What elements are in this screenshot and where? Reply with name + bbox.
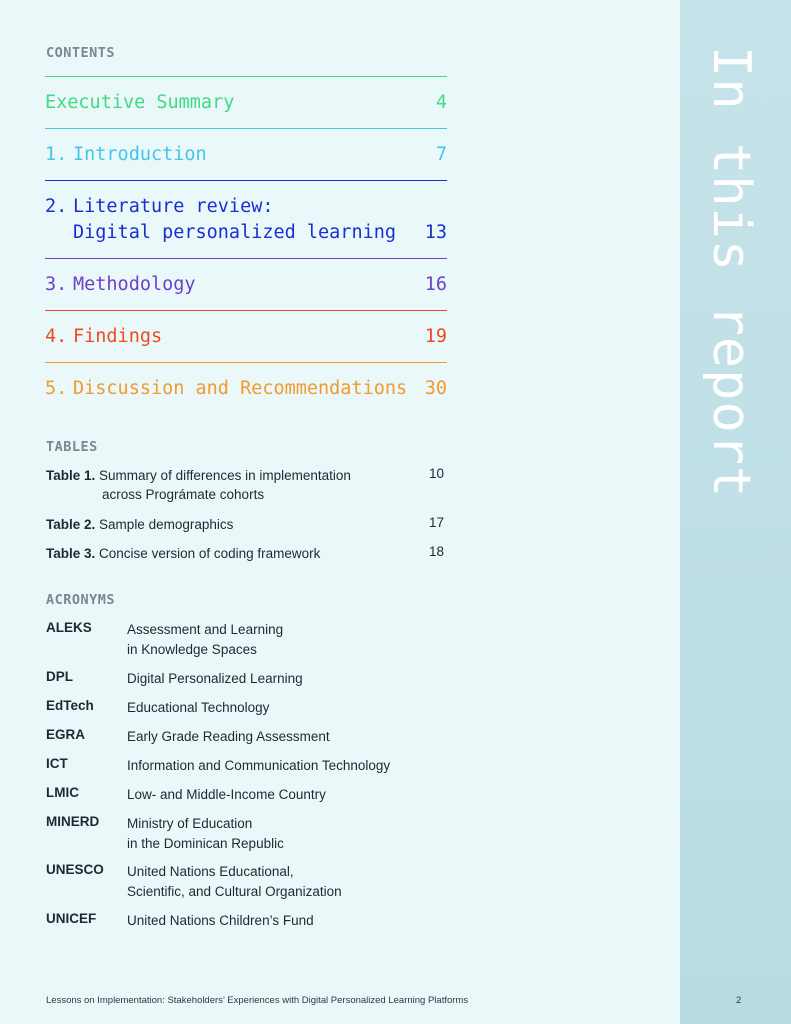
- contents-heading: CONTENTS: [46, 45, 116, 61]
- toc-page: 13: [424, 222, 447, 243]
- toc-page: 19: [424, 326, 447, 347]
- acronym-abbr: EGRA: [46, 727, 86, 742]
- acronym-definition-line1: Ministry of Education: [127, 816, 253, 831]
- footer-text: Lessons on Implementation: Stakeholders’ Experiences with Digital Personalized Learning Platforms: [46, 995, 469, 1006]
- acronym-definition-line1: Educational Technology: [127, 700, 270, 715]
- toc-item-executive-summary[interactable]: [45, 76, 447, 128]
- acronym-abbr: LMIC: [46, 785, 79, 800]
- acronym-definition-line2: in Knowledge Spaces: [127, 641, 257, 657]
- acronym-definition-line2: Scientific, and Cultural Organization: [127, 883, 342, 899]
- toc-item-findings[interactable]: [45, 310, 447, 362]
- acronym-definition-line1: Early Grade Reading Assessment: [127, 729, 330, 744]
- toc-page: 7: [435, 144, 447, 165]
- table-label: Table 1.: [46, 468, 96, 483]
- table-label: Table 3.: [46, 546, 96, 561]
- acronym-definition-line1: United Nations Educational,: [127, 864, 294, 879]
- toc-title-line1: Literature review:: [73, 196, 274, 217]
- table-page: 17: [428, 515, 444, 530]
- toc-number: 4.: [45, 326, 68, 347]
- toc-number: 1.: [45, 144, 68, 165]
- toc-page: 16: [424, 274, 447, 295]
- acronym-abbr: ICT: [46, 756, 68, 771]
- acronym-definition-line1: Assessment and Learning: [127, 622, 284, 637]
- table-caption-line1: Summary of differences in implementation: [99, 468, 351, 483]
- table-page: 18: [428, 544, 444, 559]
- acronym-definition-line1: Information and Communication Technology: [127, 758, 391, 773]
- toc-number: 3.: [45, 274, 68, 295]
- contents-list: [45, 76, 447, 414]
- toc-title: Executive Summary: [45, 92, 235, 113]
- toc-number: 5.: [45, 378, 68, 399]
- acronym-definition-line1: United Nations Children’s Fund: [127, 913, 314, 928]
- acronym-abbr: EdTech: [46, 698, 94, 713]
- toc-title: Discussion and Recommendations: [73, 378, 408, 399]
- table-page: 10: [428, 466, 444, 481]
- toc-item-introduction[interactable]: [45, 128, 447, 180]
- acronym-abbr: DPL: [46, 669, 73, 684]
- toc-page: 4: [435, 92, 447, 113]
- table-caption-line1: Sample demographics: [99, 517, 234, 532]
- tables-list: [46, 466, 446, 573]
- toc-item-discussion[interactable]: [45, 362, 447, 414]
- table-list-item[interactable]: [46, 544, 446, 573]
- table-caption-line1: Concise version of coding framework: [99, 546, 321, 561]
- table-list-item[interactable]: [46, 515, 446, 544]
- toc-item-methodology[interactable]: [45, 258, 447, 310]
- acronym-definition-line1: Low- and Middle-Income Country: [127, 787, 326, 802]
- acronym-abbr: UNICEF: [46, 911, 97, 926]
- toc-title: Methodology: [73, 274, 196, 295]
- toc-number: 2.: [45, 196, 68, 217]
- acronym-definition-line1: Digital Personalized Learning: [127, 671, 303, 686]
- table-list-item[interactable]: [46, 466, 446, 515]
- acronym-abbr: MINERD: [46, 814, 100, 829]
- acronym-definition-line2: in the Dominican Republic: [127, 835, 284, 851]
- toc-page: 30: [424, 378, 447, 399]
- page-number: 2: [736, 995, 742, 1006]
- toc-item-literature-review[interactable]: [45, 180, 447, 258]
- acronyms-heading: ACRONYMS: [46, 592, 116, 608]
- acronym-abbr: ALEKS: [46, 620, 92, 635]
- side-title: In this report: [701, 46, 761, 499]
- table-caption-line2: across Prográmate cohorts: [102, 487, 265, 502]
- toc-title: Introduction: [73, 144, 207, 165]
- table-label: Table 2.: [46, 517, 96, 532]
- acronym-abbr: UNESCO: [46, 862, 104, 877]
- toc-title-line2: Digital personalized learning: [73, 222, 397, 243]
- tables-heading: TABLES: [46, 439, 98, 455]
- toc-title: Findings: [73, 326, 163, 347]
